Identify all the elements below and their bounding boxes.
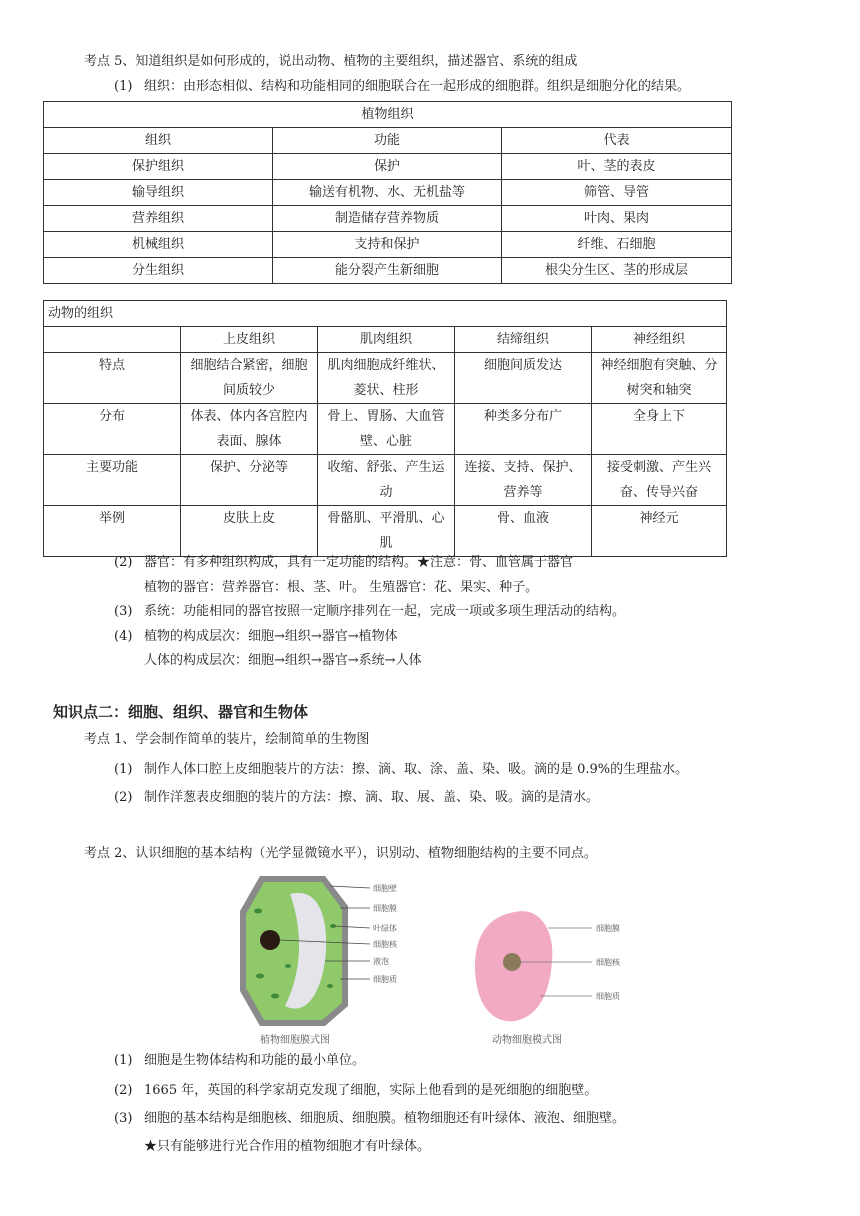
animal-label: 细胞核 — [596, 958, 620, 967]
table-cell: 种类多分布广 — [455, 404, 592, 455]
table-cell: 体表、体内各宫腔内表面、腺体 — [181, 404, 318, 455]
nucleus — [260, 930, 280, 950]
item-text: 制作洋葱表皮细胞的装片的方法：擦、滴、取、展、盖、染、吸。滴的是清水。 — [144, 790, 600, 805]
table-cell: 细胞结合紧密，细胞间质较少 — [181, 353, 318, 404]
table-cell: 肌肉细胞成纤维状、菱状、柱形 — [318, 353, 455, 404]
header-cell: 肌肉组织 — [318, 327, 455, 353]
table-cell: 特点 — [44, 353, 181, 404]
animal-nucleus — [503, 953, 521, 971]
animal-label: 细胞膜 — [596, 924, 620, 933]
item-number: (2) — [114, 555, 133, 570]
table-row — [44, 404, 727, 455]
cell-diagram — [230, 866, 630, 1050]
item-number: (1) — [114, 762, 133, 777]
table-cell: 皮肤上皮 — [181, 506, 318, 557]
item-number: (1) — [114, 79, 133, 94]
list-item — [114, 1138, 430, 1156]
list-item — [114, 628, 398, 646]
table-row — [44, 206, 732, 232]
table-cell: 骨上、胃肠、大血管壁、心脏 — [318, 404, 455, 455]
table-cell: 全身上下 — [592, 404, 727, 455]
header-cell: 上皮组织 — [181, 327, 318, 353]
list-item — [114, 789, 599, 807]
table-row — [44, 154, 732, 180]
item-number: (4) — [114, 629, 133, 644]
table-cell: 保护、分泌等 — [181, 455, 318, 506]
list-item — [114, 652, 422, 670]
animal-table-title: 动物的组织 — [44, 301, 727, 327]
table-cell: 骨骼肌、平滑肌、心肌 — [318, 506, 455, 557]
header-cell: 组织 — [44, 128, 273, 154]
list-item — [114, 1052, 365, 1070]
item-text: 组织：由形态相似、结构和功能相同的细胞联合在一起形成的细胞群。组织是细胞分化的结果。 — [144, 79, 691, 94]
table-cell: 能分裂产生新细胞 — [273, 258, 502, 284]
table-header-row — [44, 128, 732, 154]
table-cell: 分布 — [44, 404, 181, 455]
table-cell: 支持和保护 — [273, 232, 502, 258]
item-number: (1) — [114, 1053, 133, 1068]
table-cell: 骨、血液 — [455, 506, 592, 557]
table-cell: 根尖分生区、茎的形成层 — [502, 258, 732, 284]
animal-figure-caption: 动物细胞模式图 — [492, 1035, 562, 1046]
table-cell: 接受刺激、产生兴奋、传导兴奋 — [592, 455, 727, 506]
table-cell: 举例 — [44, 506, 181, 557]
item-text: 制作人体口腔上皮细胞装片的方法：擦、滴、取、涂、盖、染、吸。滴的是 0.9%的生理盐水。 — [144, 762, 689, 777]
table-row — [44, 232, 732, 258]
plant-label: 细胞膜 — [373, 904, 397, 913]
table-cell: 细胞间质发达 — [455, 353, 592, 404]
table-cell: 神经元 — [592, 506, 727, 557]
table-cell: 纤维、石细胞 — [502, 232, 732, 258]
animal-label: 细胞质 — [596, 992, 620, 1001]
table-cell: 收缩、舒张、产生运动 — [318, 455, 455, 506]
list-item — [114, 1082, 597, 1100]
kp5-title: 考点 5、知道组织是如何形成的，说出动物、植物的主要组织，描述器官、系统的组成 — [84, 54, 578, 69]
list-item — [114, 761, 688, 779]
table-cell: 保护 — [273, 154, 502, 180]
table-cell: 筛管、导管 — [502, 180, 732, 206]
list-item — [114, 603, 625, 621]
table-row — [44, 455, 727, 506]
item-number: (3) — [114, 604, 133, 619]
table-cell: 叶肉、果肉 — [502, 206, 732, 232]
table-row — [44, 353, 727, 404]
table-cell: 制造储存营养物质 — [273, 206, 502, 232]
list-item — [114, 554, 573, 572]
header-cell: 功能 — [273, 128, 502, 154]
animal-tissue-table — [43, 300, 727, 557]
plant-label: 液泡 — [373, 957, 389, 966]
table-cell: 分生组织 — [44, 258, 273, 284]
list-item — [114, 579, 538, 597]
plant-label: 细胞壁 — [373, 884, 397, 893]
animal-cell-image — [475, 911, 621, 1046]
kp1-title: 考点 1、学会制作简单的装片，绘制简单的生物图 — [84, 732, 370, 747]
table-cell: 营养组织 — [44, 206, 273, 232]
table-cell: 叶、茎的表皮 — [502, 154, 732, 180]
kp2-title: 考点 2、认识细胞的基本结构（光学显微镜水平），识别动、植物细胞结构的主要不同点。 — [84, 846, 597, 861]
list-item — [114, 1110, 625, 1128]
item-text: 细胞是生物体结构和功能的最小单位。 — [144, 1053, 366, 1068]
table-cell: 主要功能 — [44, 455, 181, 506]
plant-cell-image — [240, 876, 398, 1046]
table-row — [44, 506, 727, 557]
table-cell: 连接、支持、保护、营养等 — [455, 455, 592, 506]
item-number: (2) — [114, 1083, 133, 1098]
item-text: 器官：有多种组织构成，具有一定功能的结构。★注意：骨、血管属于器官 — [144, 555, 574, 570]
table-cell: 神经细胞有突触、分树突和轴突 — [592, 353, 727, 404]
table-cell: 保护组织 — [44, 154, 273, 180]
kp5-item1 — [114, 78, 690, 96]
table-row — [44, 258, 732, 284]
plant-table-title: 植物组织 — [44, 102, 732, 128]
item-text: 植物的器官：营养器官：根、茎、叶。 生殖器官：花、果实、种子。 — [144, 580, 539, 595]
header-cell: 神经组织 — [592, 327, 727, 353]
table-row — [44, 180, 732, 206]
plant-figure-caption: 植物细胞膜式图 — [260, 1035, 330, 1046]
plant-label: 叶绿体 — [373, 924, 397, 933]
item-text: 1665 年，英国的科学家胡克发现了细胞，实际上他看到的是死细胞的细胞壁。 — [144, 1083, 598, 1098]
section-heading: 知识点二：细胞、组织、器官和生物体 — [53, 703, 309, 721]
item-number: (2) — [114, 790, 133, 805]
plant-tissue-table — [43, 101, 732, 284]
table-header-row — [44, 327, 727, 353]
table-cell: 输导组织 — [44, 180, 273, 206]
table-cell: 输送有机物、水、无机盐等 — [273, 180, 502, 206]
plant-label: 细胞核 — [373, 940, 397, 949]
item-text: 细胞的基本结构是细胞核、细胞质、细胞膜。植物细胞还有叶绿体、液泡、细胞壁。 — [144, 1111, 626, 1126]
table-cell: 机械组织 — [44, 232, 273, 258]
item-text: 系统：功能相同的器官按照一定顺序排列在一起，完成一项或多项生理活动的结构。 — [144, 604, 626, 619]
item-text: 人体的构成层次：细胞→组织→器官→系统→人体 — [144, 653, 422, 668]
plant-label: 细胞质 — [373, 975, 397, 984]
item-text: ★只有能够进行光合作用的植物细胞才有叶绿体。 — [144, 1139, 431, 1154]
header-cell — [44, 327, 181, 353]
item-number: (3) — [114, 1111, 133, 1126]
header-cell: 结缔组织 — [455, 327, 592, 353]
header-cell: 代表 — [502, 128, 732, 154]
item-text: 植物的构成层次：细胞→组织→器官→植物体 — [144, 629, 398, 644]
